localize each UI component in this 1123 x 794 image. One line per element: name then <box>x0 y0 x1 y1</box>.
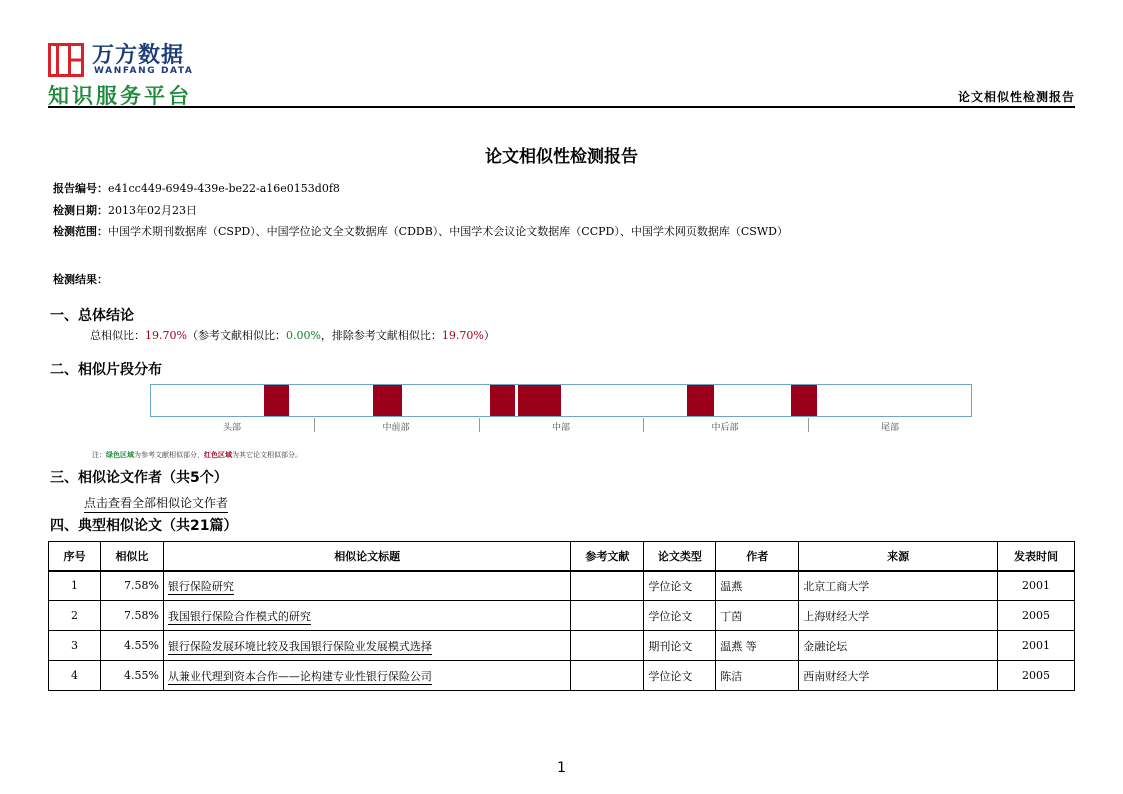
header-ratio: 相似比 <box>100 542 163 571</box>
page-number: 1 <box>557 760 566 776</box>
header-divider <box>48 106 1075 108</box>
report-title: 论文相似性检测报告 <box>485 147 638 167</box>
header-title: 相似论文标题 <box>163 542 571 571</box>
similarity-distribution-bar <box>150 384 972 417</box>
brand-tagline: 知识服务平台 <box>48 84 192 108</box>
cell-ratio: 7.58% <box>100 601 163 631</box>
total-similarity-label: 总相似比： <box>90 329 145 342</box>
header-author: 作者 <box>716 542 799 571</box>
distribution-part-label: 中前部 <box>382 423 410 433</box>
distribution-part-label: 头部 <box>222 423 241 433</box>
similar-segment[interactable] <box>687 385 714 416</box>
cell-source: 北京工商大学 <box>799 571 998 601</box>
cell-no: 3 <box>49 631 101 661</box>
cell-ratio: 4.55% <box>100 661 163 691</box>
cell-type: 期刊论文 <box>644 631 716 661</box>
brand-name-en: WANFANG DATA <box>94 66 194 76</box>
cell-title <box>163 601 571 631</box>
cell-source: 金融论坛 <box>799 631 998 661</box>
cell-source: 西南财经大学 <box>799 661 998 691</box>
cell-type: 学位论文 <box>644 571 716 601</box>
cell-year: 2001 <box>998 631 1075 661</box>
report-id-value: e41cc449-6949-439e-be22-a16e0153d0f8 <box>108 182 340 195</box>
logo-mark-icon <box>48 43 84 77</box>
section-segment-distribution: 二、相似片段分布 <box>50 362 162 378</box>
header-year: 发表时间 <box>998 542 1075 571</box>
note-red-label: 红色区域 <box>204 451 232 459</box>
note-green-text: 为参考文献相似部分， <box>134 451 204 459</box>
table-row <box>49 661 1075 691</box>
result-label: 检测结果： <box>53 273 108 286</box>
cell-author: 温燕 <box>716 571 799 601</box>
cell-year: 2005 <box>998 661 1075 691</box>
paper-title-link[interactable]: 我国银行保险合作模式的研究 <box>167 609 311 623</box>
cell-title <box>163 631 571 661</box>
distribution-note <box>92 450 302 460</box>
section-typical-papers: 四、典型相似论文（共21篇） <box>50 518 238 534</box>
result-label-row <box>53 271 108 287</box>
similar-segment[interactable] <box>518 385 561 416</box>
note-green-label: 绿色区域 <box>106 451 134 459</box>
section-similar-authors: 三、相似论文作者（共5个） <box>50 470 228 486</box>
view-all-authors-link[interactable]: 点击查看全部相似论文作者 <box>84 494 228 513</box>
report-scope-label: 检测范围： <box>53 225 108 238</box>
distribution-part-label: 中部 <box>551 423 570 433</box>
report-id-label: 报告编号： <box>53 182 108 195</box>
distribution-part-label: 中后部 <box>711 423 739 433</box>
similar-segment[interactable] <box>264 385 289 416</box>
cell-type: 学位论文 <box>644 601 716 631</box>
header-ref: 参考文献 <box>571 542 644 571</box>
cell-title <box>163 661 571 691</box>
paper-title-link[interactable]: 银行保险研究 <box>167 579 234 593</box>
cell-no: 1 <box>49 571 101 601</box>
similar-segment[interactable] <box>791 385 817 416</box>
distribution-part-divider <box>643 418 644 432</box>
paper-title-link[interactable]: 银行保险发展环境比较及我国银行保险业发展模式选择 <box>167 639 432 653</box>
total-similarity-value: 19.70% <box>145 329 187 342</box>
cell-year: 2001 <box>998 571 1075 601</box>
table-row <box>49 571 1075 601</box>
report-date-row <box>53 202 197 218</box>
report-date-value: 2013年02月23日 <box>108 204 197 217</box>
cell-ref <box>571 631 644 661</box>
cell-title <box>163 571 571 601</box>
report-id-row <box>53 180 340 196</box>
excl-similarity-value: 19.70% <box>441 329 484 342</box>
cell-author: 温燕 等 <box>716 631 799 661</box>
note-red-text: 为其它论文相似部分。 <box>232 451 302 459</box>
header-no: 序号 <box>49 542 101 571</box>
cell-year: 2005 <box>998 601 1075 631</box>
report-scope-row <box>53 223 788 239</box>
cell-no: 4 <box>49 661 101 691</box>
cell-ref <box>571 661 644 691</box>
cell-author: 丁茵 <box>716 601 799 631</box>
ref-similarity-value: 0.00% <box>285 329 321 342</box>
cell-ratio: 4.55% <box>100 631 163 661</box>
cell-no: 2 <box>49 601 101 631</box>
similar-papers-table <box>48 541 1075 691</box>
distribution-part-divider <box>808 418 809 432</box>
cell-ratio: 7.58% <box>100 571 163 601</box>
similar-segment[interactable] <box>490 385 515 416</box>
distribution-part-labels <box>150 418 972 434</box>
table-row <box>49 631 1075 661</box>
summary-close: ） <box>483 329 495 342</box>
paper-title-link[interactable]: 从兼业代理到资本合作——论构建专业性银行保险公司 <box>167 669 432 683</box>
table-row <box>49 601 1075 631</box>
note-prefix: 注： <box>92 451 106 459</box>
wanfang-logo <box>48 40 218 108</box>
cell-ref <box>571 601 644 631</box>
distribution-part-divider <box>479 418 480 432</box>
distribution-part-label: 尾部 <box>880 423 899 433</box>
report-date-label: 检测日期： <box>53 204 108 217</box>
excl-similarity-label: ，排除参考文献相似比： <box>320 329 442 342</box>
ref-similarity-label: （参考文献相似比： <box>186 329 286 342</box>
header-report-title: 论文相似性检测报告 <box>957 90 1075 104</box>
distribution-part-divider <box>314 418 315 432</box>
brand-name-cn: 万方数据 <box>92 43 185 68</box>
similar-segment[interactable] <box>373 385 402 416</box>
cell-ref <box>571 571 644 601</box>
cell-author: 陈洁 <box>716 661 799 691</box>
report-scope-value: 中国学术期刊数据库（CSPD）、中国学位论文全文数据库（CDDB）、中国学术会议论文数据库（CCPD）、中国学术网页数据库（CSWD） <box>108 225 788 238</box>
table-header-row <box>49 542 1075 571</box>
similarity-summary <box>90 327 495 343</box>
header-type: 论文类型 <box>644 542 716 571</box>
cell-source: 上海财经大学 <box>799 601 998 631</box>
header-source: 来源 <box>799 542 998 571</box>
section-overall-conclusion: 一、总体结论 <box>50 308 134 324</box>
cell-type: 学位论文 <box>644 661 716 691</box>
